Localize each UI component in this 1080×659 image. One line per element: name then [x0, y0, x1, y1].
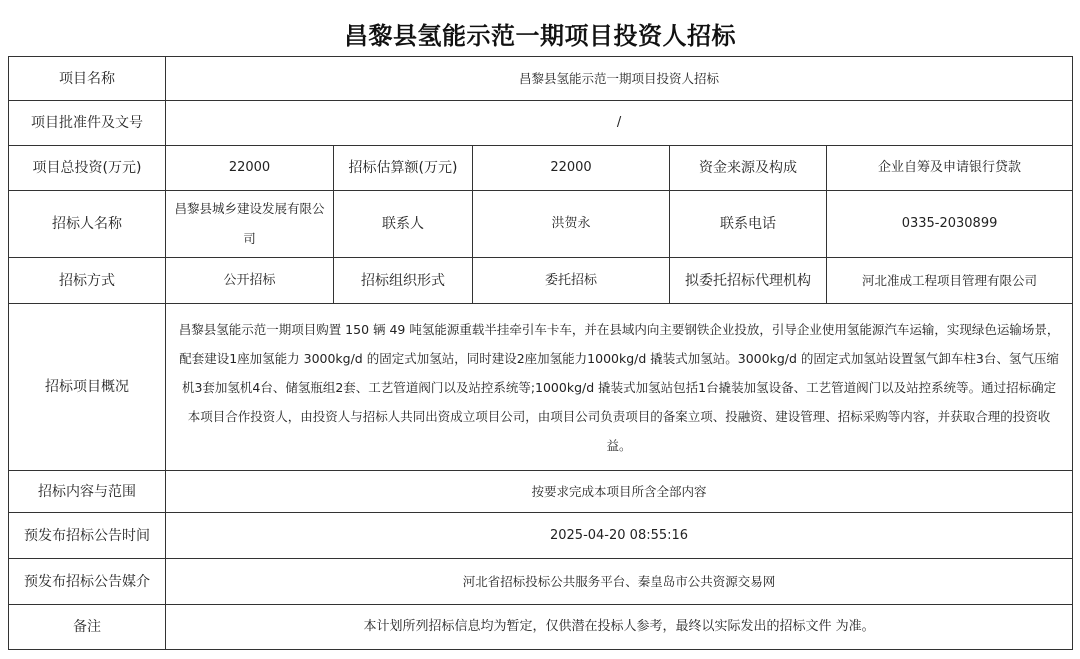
total-investment-value: 22000	[166, 146, 334, 191]
pre-media-label: 预发布招标公告媒介	[9, 559, 166, 605]
row-investment	[9, 146, 1073, 191]
scope-value: 按要求完成本项目所含全部内容	[166, 471, 1073, 513]
tender-info-table	[8, 56, 1073, 650]
row-pre-time	[9, 513, 1073, 559]
tender-estimate-label: 招标估算额(万元)	[334, 146, 473, 191]
remark-label: 备注	[9, 605, 166, 650]
row-approval	[9, 101, 1073, 146]
row-method	[9, 258, 1073, 304]
tender-method-label: 招标方式	[9, 258, 166, 304]
row-overview	[9, 304, 1073, 471]
project-name-value: 昌黎县氢能示范一期项目投资人招标	[166, 57, 1073, 101]
page-title: 昌黎县氢能示范一期项目投资人招标	[344, 22, 736, 50]
agent-label: 拟委托招标代理机构	[670, 258, 827, 304]
agent-value: 河北准成工程项目管理有限公司	[827, 258, 1073, 304]
pre-time-value: 2025-04-20 08:55:16	[166, 513, 1073, 559]
tender-org-value: 委托招标	[473, 258, 670, 304]
tenderer-name-value: 昌黎县城乡建设发展有限公司	[166, 191, 334, 258]
scope-label: 招标内容与范围	[9, 471, 166, 513]
contact-phone-label: 联系电话	[670, 191, 827, 258]
contact-person-label: 联系人	[334, 191, 473, 258]
overview-label: 招标项目概况	[9, 304, 166, 471]
tenderer-name-label: 招标人名称	[9, 191, 166, 258]
fund-source-value: 企业自筹及申请银行贷款	[827, 146, 1073, 191]
row-project-name	[9, 57, 1073, 101]
overview-value: 昌黎县氢能示范一期项目购置 150 辆 49 吨氢能源重载半挂牵引车卡车，并在县域内向主要钢铁企业投放，引导企业使用氢能源汽车运输，实现绿色运输场景，配套建设1座加氢能力 3000kg/d 的固定式加氢站，同时建设2座加氢能力1000kg/d 撬装式加氢站。3000kg/d 的固定式加氢站设置氢气卸车柱3台、氢气压缩机3套加氢机4台、储氢瓶组2套、工艺管道阀门以及站控系统等;1000kg/d 撬装式加氢站包括1台撬装加氢设备、工艺管道阀门以及站控系统等。通过招标确定本项目合作投资人，由投资人与招标人共同出资成立项目公司，由项目公司负责项目的备案立项、投融资、建设管理、招标采购等内容，并获取合理的投资收益。	[166, 304, 1073, 471]
approval-label: 项目批准件及文号	[9, 101, 166, 146]
pre-media-value: 河北省招标投标公共服务平台、秦皇岛市公共资源交易网	[166, 559, 1073, 605]
pre-time-label: 预发布招标公告时间	[9, 513, 166, 559]
contact-person-value: 洪贺永	[473, 191, 670, 258]
remark-value: 本计划所列招标信息均为暂定，仅供潜在投标人参考，最终以实际发出的招标文件 为准。	[166, 605, 1073, 650]
project-name-label: 项目名称	[9, 57, 166, 101]
row-remark	[9, 605, 1073, 650]
contact-phone-value: 0335-2030899	[827, 191, 1073, 258]
row-pre-media	[9, 559, 1073, 605]
tender-method-value: 公开招标	[166, 258, 334, 304]
row-tenderer	[9, 191, 1073, 258]
tender-org-label: 招标组织形式	[334, 258, 473, 304]
fund-source-label: 资金来源及构成	[670, 146, 827, 191]
row-scope	[9, 471, 1073, 513]
tender-estimate-value: 22000	[473, 146, 670, 191]
total-investment-label: 项目总投资(万元)	[9, 146, 166, 191]
approval-value: /	[166, 101, 1073, 146]
